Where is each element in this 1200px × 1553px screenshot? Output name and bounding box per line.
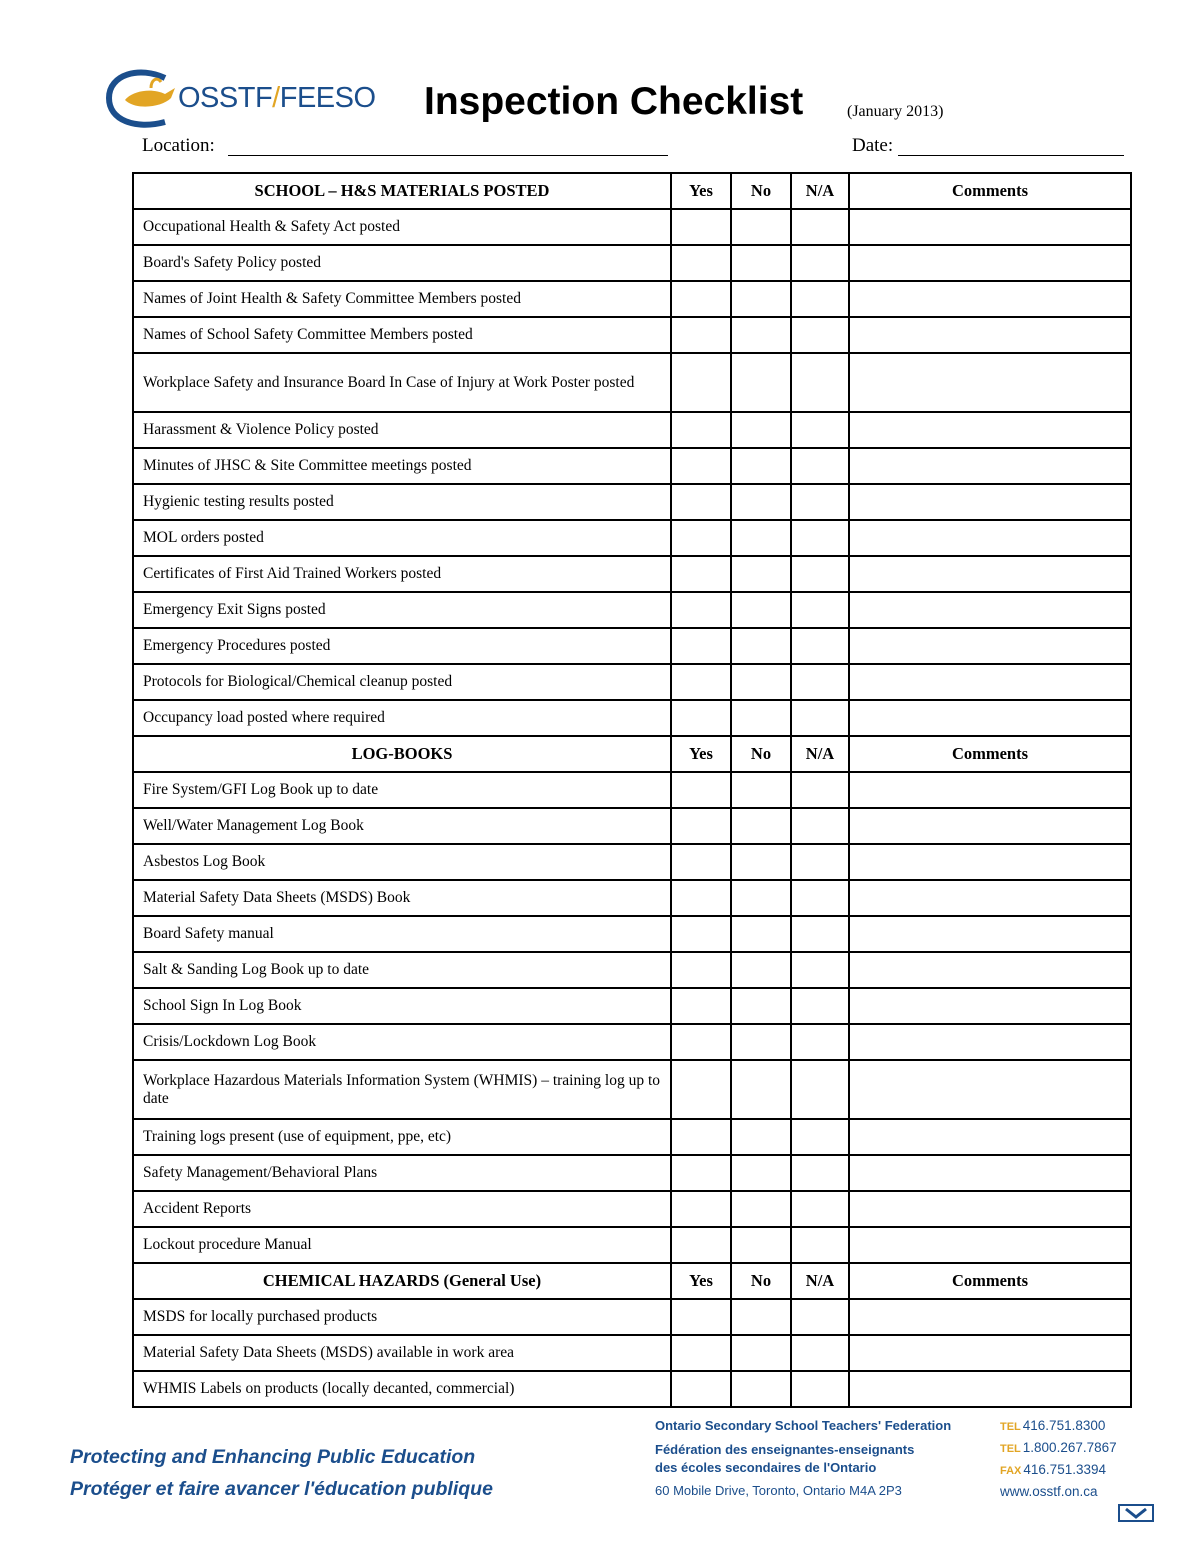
footer-address: 60 Mobile Drive, Toronto, Ontario M4A 2P3 (655, 1483, 902, 1498)
na-cell[interactable] (791, 880, 849, 916)
footer-tel-2: TEL 1.800.267.7867 (1000, 1440, 1117, 1455)
no-cell[interactable] (731, 1371, 791, 1407)
checklist-row (133, 1371, 1131, 1407)
checklist-row (133, 880, 1131, 916)
logo-wordmark: OSSTF/FEESO (178, 82, 376, 114)
location-field[interactable] (228, 155, 668, 156)
column-header-yes: Yes (671, 173, 731, 209)
no-cell[interactable] (731, 880, 791, 916)
checklist-item-label: Workplace Hazardous Materials Information System (WHMIS) – training log up to date (133, 1060, 671, 1119)
yes-cell[interactable] (671, 1155, 731, 1191)
yes-cell[interactable] (671, 1299, 731, 1335)
comments-cell[interactable] (849, 209, 1131, 245)
comments-cell[interactable] (849, 1060, 1131, 1119)
no-cell[interactable] (731, 245, 791, 281)
checklist-item-label: Crisis/Lockdown Log Book (133, 1024, 671, 1060)
comments-cell[interactable] (849, 1155, 1131, 1191)
section-header-row (133, 736, 1131, 772)
section-header-row (133, 1263, 1131, 1299)
comments-cell[interactable] (849, 484, 1131, 520)
checklist-item-label: Minutes of JHSC & Site Committee meetings posted (133, 448, 671, 484)
yes-cell[interactable] (671, 353, 731, 412)
comments-cell[interactable] (849, 916, 1131, 952)
yes-cell[interactable] (671, 448, 731, 484)
section-heading: LOG-BOOKS (133, 736, 671, 772)
na-cell[interactable] (791, 1191, 849, 1227)
yes-cell[interactable] (671, 952, 731, 988)
na-cell[interactable] (791, 484, 849, 520)
yes-cell[interactable] (671, 1335, 731, 1371)
checklist-item-label: Board's Safety Policy posted (133, 245, 671, 281)
na-cell[interactable] (791, 1335, 849, 1371)
checklist-row (133, 556, 1131, 592)
no-cell[interactable] (731, 592, 791, 628)
na-cell[interactable] (791, 1060, 849, 1119)
no-cell[interactable] (731, 916, 791, 952)
footer-tagline-fr: Protéger et faire avancer l'éducation publique (70, 1478, 493, 1500)
comments-cell[interactable] (849, 844, 1131, 880)
yes-cell[interactable] (671, 1119, 731, 1155)
yes-cell[interactable] (671, 1060, 731, 1119)
comments-cell[interactable] (849, 700, 1131, 736)
no-cell[interactable] (731, 664, 791, 700)
yes-cell[interactable] (671, 520, 731, 556)
column-header-no: No (731, 173, 791, 209)
comments-cell[interactable] (849, 520, 1131, 556)
section-heading: CHEMICAL HAZARDS (General Use) (133, 1263, 671, 1299)
no-cell[interactable] (731, 628, 791, 664)
no-cell[interactable] (731, 700, 791, 736)
comments-cell[interactable] (849, 592, 1131, 628)
checklist-row (133, 520, 1131, 556)
no-cell[interactable] (731, 1299, 791, 1335)
yes-cell[interactable] (671, 317, 731, 353)
checklist-row (133, 988, 1131, 1024)
checklist-row (133, 772, 1131, 808)
checklist-row (133, 484, 1131, 520)
checklist-item-label: Names of School Safety Committee Members posted (133, 317, 671, 353)
location-label: Location: (142, 135, 215, 156)
checklist-item-label: Well/Water Management Log Book (133, 808, 671, 844)
footer-website[interactable]: www.osstf.on.ca (1000, 1484, 1098, 1499)
column-header-comments: Comments (849, 736, 1131, 772)
checklist-item-label: Protocols for Biological/Chemical cleanup posted (133, 664, 671, 700)
checklist-row (133, 1299, 1131, 1335)
na-cell[interactable] (791, 448, 849, 484)
checklist-row (133, 353, 1131, 412)
footer-fax: FAX 416.751.3394 (1000, 1462, 1106, 1477)
checklist-row (133, 448, 1131, 484)
checklist-row (133, 664, 1131, 700)
checklist-item-label: MOL orders posted (133, 520, 671, 556)
comments-cell[interactable] (849, 1191, 1131, 1227)
checklist-item-label: Fire System/GFI Log Book up to date (133, 772, 671, 808)
checklist-item-label: Names of Joint Health & Safety Committee Members posted (133, 281, 671, 317)
osstf-logo (105, 68, 376, 130)
yes-cell[interactable] (671, 209, 731, 245)
yes-cell[interactable] (671, 1191, 731, 1227)
footer-tagline-en: Protecting and Enhancing Public Education (70, 1446, 476, 1468)
checklist-item-label: Hygienic testing results posted (133, 484, 671, 520)
comments-cell[interactable] (849, 281, 1131, 317)
checklist-item-label: Salt & Sanding Log Book up to date (133, 952, 671, 988)
footer-tel-1: TEL 416.751.8300 (1000, 1418, 1106, 1433)
na-cell[interactable] (791, 628, 849, 664)
no-cell[interactable] (731, 556, 791, 592)
no-cell[interactable] (731, 1155, 791, 1191)
yes-cell[interactable] (671, 916, 731, 952)
column-header-na: N/A (791, 1263, 849, 1299)
na-cell[interactable] (791, 556, 849, 592)
checklist-row (133, 952, 1131, 988)
comments-cell[interactable] (849, 664, 1131, 700)
column-header-na: N/A (791, 736, 849, 772)
checklist-row (133, 209, 1131, 245)
na-cell[interactable] (791, 844, 849, 880)
footer-org-fr-1: Fédération des enseignantes-enseignants (655, 1442, 915, 1457)
checklist-item-label: Safety Management/Behavioral Plans (133, 1155, 671, 1191)
yes-cell[interactable] (671, 1371, 731, 1407)
na-cell[interactable] (791, 1227, 849, 1263)
section-header-row (133, 173, 1131, 209)
checklist-item-label: Occupancy load posted where required (133, 700, 671, 736)
no-cell[interactable] (731, 952, 791, 988)
yes-cell[interactable] (671, 628, 731, 664)
na-cell[interactable] (791, 520, 849, 556)
checklist-row (133, 281, 1131, 317)
column-header-comments: Comments (849, 1263, 1131, 1299)
no-cell[interactable] (731, 1060, 791, 1119)
na-cell[interactable] (791, 209, 849, 245)
checklist-item-label: MSDS for locally purchased products (133, 1299, 671, 1335)
footer-org-fr-2: des écoles secondaires de l'Ontario (655, 1460, 877, 1475)
comments-cell[interactable] (849, 556, 1131, 592)
no-cell[interactable] (731, 317, 791, 353)
yes-cell[interactable] (671, 772, 731, 808)
page-title: Inspection Checklist (424, 80, 804, 123)
checklist-row (133, 1024, 1131, 1060)
na-cell[interactable] (791, 1155, 849, 1191)
checklist-item-label: Harassment & Violence Policy posted (133, 412, 671, 448)
na-cell[interactable] (791, 988, 849, 1024)
yes-cell[interactable] (671, 245, 731, 281)
checklist-row (133, 808, 1131, 844)
checklist-row (133, 245, 1131, 281)
na-cell[interactable] (791, 412, 849, 448)
comments-cell[interactable] (849, 880, 1131, 916)
checklist-item-label: WHMIS Labels on products (locally decanted, commercial) (133, 1371, 671, 1407)
no-cell[interactable] (731, 353, 791, 412)
na-cell[interactable] (791, 916, 849, 952)
no-cell[interactable] (731, 520, 791, 556)
checklist-row (133, 1060, 1131, 1119)
footer-org-en: Ontario Secondary School Teachers' Federation (655, 1418, 952, 1433)
checklist-row (133, 1191, 1131, 1227)
checklist-item-label: Workplace Safety and Insurance Board In Case of Injury at Work Poster posted (133, 353, 671, 412)
column-header-yes: Yes (671, 736, 731, 772)
checklist-item-label: Training logs present (use of equipment, ppe, etc) (133, 1119, 671, 1155)
lamp-logo-icon (105, 68, 185, 130)
no-cell[interactable] (731, 844, 791, 880)
checklist-row (133, 700, 1131, 736)
comments-cell[interactable] (849, 245, 1131, 281)
na-cell[interactable] (791, 1119, 849, 1155)
section-heading: SCHOOL – H&S MATERIALS POSTED (133, 173, 671, 209)
yes-cell[interactable] (671, 664, 731, 700)
na-cell[interactable] (791, 772, 849, 808)
yes-cell[interactable] (671, 592, 731, 628)
no-cell[interactable] (731, 1024, 791, 1060)
checklist-item-label: Material Safety Data Sheets (MSDS) available in work area (133, 1335, 671, 1371)
no-cell[interactable] (731, 281, 791, 317)
na-cell[interactable] (791, 700, 849, 736)
checklist-item-label: School Sign In Log Book (133, 988, 671, 1024)
checklist-row (133, 1227, 1131, 1263)
yes-cell[interactable] (671, 281, 731, 317)
checklist-item-label: Emergency Procedures posted (133, 628, 671, 664)
checklist-item-label: Occupational Health & Safety Act posted (133, 209, 671, 245)
date-label: Date: (852, 135, 894, 156)
comments-cell[interactable] (849, 1299, 1131, 1335)
na-cell[interactable] (791, 1299, 849, 1335)
checklist-item-label: Emergency Exit Signs posted (133, 592, 671, 628)
na-cell[interactable] (791, 1371, 849, 1407)
yes-cell[interactable] (671, 1227, 731, 1263)
comments-cell[interactable] (849, 353, 1131, 412)
comments-cell[interactable] (849, 448, 1131, 484)
no-cell[interactable] (731, 412, 791, 448)
column-header-no: No (731, 736, 791, 772)
no-cell[interactable] (731, 448, 791, 484)
date-note: (January 2013) (847, 103, 944, 120)
no-cell[interactable] (731, 484, 791, 520)
yes-cell[interactable] (671, 700, 731, 736)
checklist-item-label: Material Safety Data Sheets (MSDS) Book (133, 880, 671, 916)
comments-cell[interactable] (849, 317, 1131, 353)
comments-cell[interactable] (849, 628, 1131, 664)
na-cell[interactable] (791, 245, 849, 281)
comments-cell[interactable] (849, 772, 1131, 808)
na-cell[interactable] (791, 592, 849, 628)
na-cell[interactable] (791, 353, 849, 412)
checklist-item-label: Certificates of First Aid Trained Workers posted (133, 556, 671, 592)
na-cell[interactable] (791, 808, 849, 844)
na-cell[interactable] (791, 281, 849, 317)
yes-cell[interactable] (671, 988, 731, 1024)
no-cell[interactable] (731, 209, 791, 245)
checklist-row (133, 412, 1131, 448)
na-cell[interactable] (791, 317, 849, 353)
yes-cell[interactable] (671, 412, 731, 448)
checklist-item-label: Asbestos Log Book (133, 844, 671, 880)
na-cell[interactable] (791, 664, 849, 700)
comments-cell[interactable] (849, 1119, 1131, 1155)
column-header-comments: Comments (849, 173, 1131, 209)
yes-cell[interactable] (671, 880, 731, 916)
no-cell[interactable] (731, 1191, 791, 1227)
checklist-row (133, 1155, 1131, 1191)
comments-cell[interactable] (849, 1024, 1131, 1060)
comments-cell[interactable] (849, 1371, 1131, 1407)
checklist-row (133, 628, 1131, 664)
yes-cell[interactable] (671, 808, 731, 844)
yes-cell[interactable] (671, 1024, 731, 1060)
date-field[interactable] (898, 155, 1124, 156)
comments-cell[interactable] (849, 952, 1131, 988)
column-header-no: No (731, 1263, 791, 1299)
no-cell[interactable] (731, 1119, 791, 1155)
no-cell[interactable] (731, 772, 791, 808)
inspection-checklist-table (132, 172, 1132, 1408)
checklist-row (133, 592, 1131, 628)
column-header-na: N/A (791, 173, 849, 209)
column-header-yes: Yes (671, 1263, 731, 1299)
no-cell[interactable] (731, 1227, 791, 1263)
checklist-item-label: Board Safety manual (133, 916, 671, 952)
union-bug-icon (1118, 1500, 1154, 1526)
comments-cell[interactable] (849, 1335, 1131, 1371)
comments-cell[interactable] (849, 808, 1131, 844)
checklist-row (133, 317, 1131, 353)
no-cell[interactable] (731, 988, 791, 1024)
checklist-row (133, 1119, 1131, 1155)
yes-cell[interactable] (671, 556, 731, 592)
checklist-item-label: Accident Reports (133, 1191, 671, 1227)
checklist-row (133, 916, 1131, 952)
comments-cell[interactable] (849, 412, 1131, 448)
yes-cell[interactable] (671, 844, 731, 880)
comments-cell[interactable] (849, 988, 1131, 1024)
yes-cell[interactable] (671, 484, 731, 520)
checklist-row (133, 844, 1131, 880)
no-cell[interactable] (731, 1335, 791, 1371)
checklist-row (133, 1335, 1131, 1371)
checklist-item-label: Lockout procedure Manual (133, 1227, 671, 1263)
na-cell[interactable] (791, 952, 849, 988)
na-cell[interactable] (791, 1024, 849, 1060)
no-cell[interactable] (731, 808, 791, 844)
comments-cell[interactable] (849, 1227, 1131, 1263)
